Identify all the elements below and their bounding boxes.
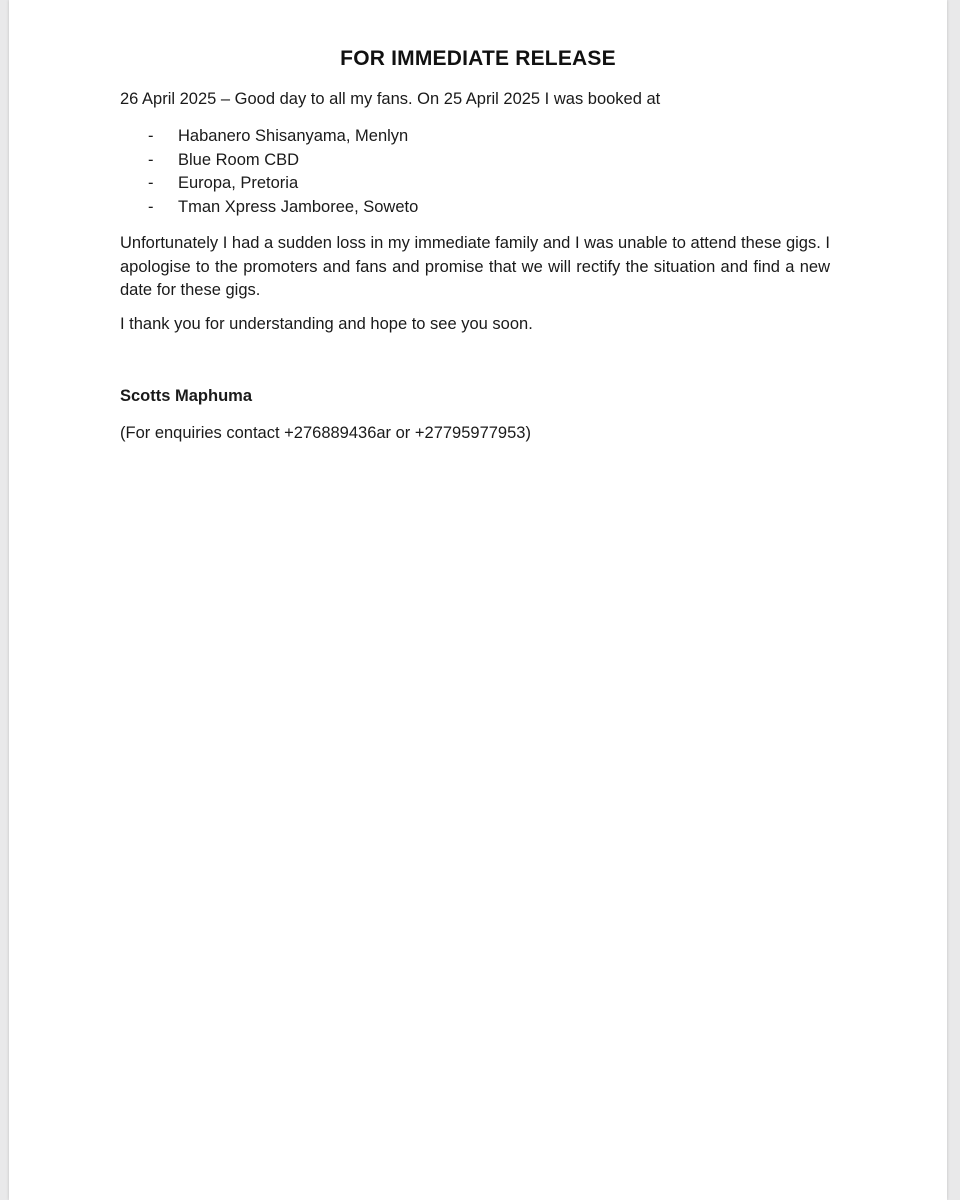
document-title: FOR IMMEDIATE RELEASE — [340, 47, 616, 70]
document-page — [9, 0, 947, 1200]
venue-name: Europa, Pretoria — [178, 174, 299, 193]
intro-paragraph: 26 April 2025 – Good day to all my fans. On 25 April 2025 I was booked at — [120, 90, 661, 108]
venue-name: Tman Xpress Jamboree, Soweto — [178, 198, 419, 217]
list-dash: - — [148, 174, 154, 193]
enquiries-contact: (For enquiries contact +276889436ar or +27795977953) — [120, 424, 531, 442]
signature-name: Scotts Maphuma — [120, 387, 253, 405]
apology-paragraph: Unfortunately I had a sudden loss in my immediate family and I was unable to attend these gigs. I apologise to the promoters and fans and promise that we will rectify the situation and find a new date for these gigs. — [120, 234, 830, 300]
list-dash: - — [148, 127, 154, 145]
venue-name: Blue Room CBD — [178, 150, 300, 169]
venue-name: Habanero Shisanyama, Menlyn — [178, 127, 409, 145]
list-dash: - — [148, 150, 154, 169]
list-dash: - — [148, 198, 154, 217]
thanks-paragraph: I thank you for understanding and hope to see you soon. — [120, 315, 533, 333]
